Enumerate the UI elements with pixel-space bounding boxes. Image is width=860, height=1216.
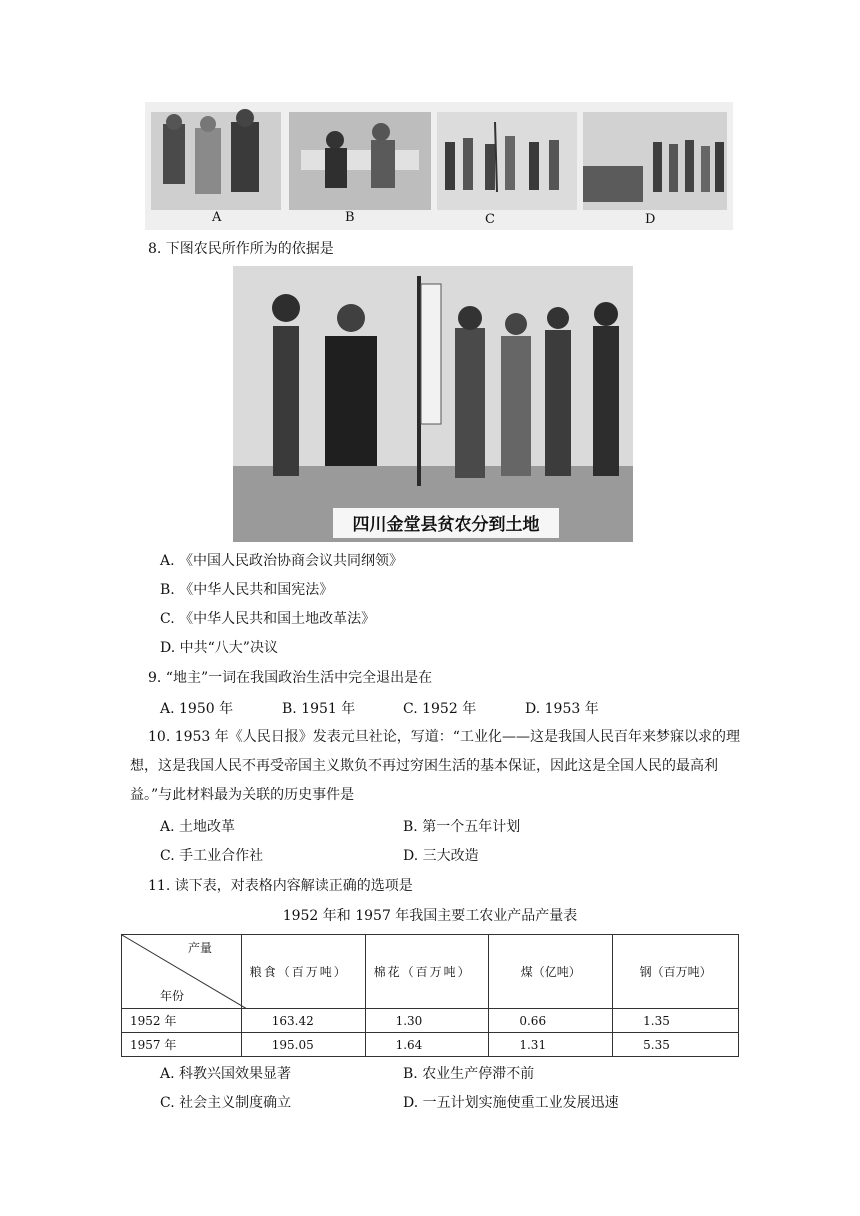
row-year: 1957 年 [122, 1033, 242, 1057]
panel-label-d: D [645, 212, 656, 227]
q11-option-b: B. 农业生产停滞不前 [403, 1066, 535, 1082]
top-photo-strip [145, 102, 733, 230]
header-col-grain: 粮食（百万吨） [241, 935, 365, 1009]
q8-photo [233, 266, 633, 542]
table-row [122, 1009, 739, 1033]
production-table [121, 934, 739, 1057]
q8-photo-caption: 四川金堂县贫农分到土地 [352, 515, 540, 535]
q8-photo-art [233, 266, 633, 542]
q10-option-c: C. 手工业合作社 [160, 848, 264, 864]
cell-grain: 163.42 [241, 1009, 365, 1033]
header-col-steel: 钢（百万吨） [613, 935, 739, 1009]
cell-cotton: 1.64 [365, 1033, 489, 1057]
q10-option-a: A. 土地改革 [160, 819, 236, 835]
q11-option-a: A. 科教兴国效果显著 [160, 1066, 292, 1082]
header-diagonal-cell [122, 935, 242, 1009]
q9-stem: 9. “地主”一词在我国政治生活中完全退出是在 [148, 670, 433, 686]
header-col-coal: 煤（亿吨） [489, 935, 613, 1009]
cell-steel: 5.35 [613, 1033, 739, 1057]
q8-option-b: B. 《中华人民共和国宪法》 [160, 582, 334, 598]
top-photo-strip-art [145, 102, 733, 230]
table-row [122, 1033, 739, 1057]
q9-option-b: B. 1951 年 [282, 701, 356, 717]
header-col-cotton: 棉花（百万吨） [365, 935, 489, 1009]
cell-cotton: 1.30 [365, 1009, 489, 1033]
q8-stem: 8. 下图农民所作所为的依据是 [148, 241, 334, 257]
q11-option-c: C. 社会主义制度确立 [160, 1095, 292, 1111]
panel-label-c: C [485, 212, 495, 227]
q9-option-a: A. 1950 年 [160, 701, 234, 717]
q8-option-a: A. 《中国人民政治协商会议共同纲领》 [160, 553, 404, 569]
q8-option-c: C. 《中华人民共和国土地改革法》 [160, 611, 376, 627]
cell-grain: 195.05 [241, 1033, 365, 1057]
q9-option-d: D. 1953 年 [525, 701, 599, 717]
q11-table-title: 1952 年和 1957 年我国主要工农业产品产量表 [282, 908, 578, 924]
cell-coal: 1.31 [489, 1033, 613, 1057]
header-diagonal-line [122, 935, 247, 1009]
q10-stem: 10. 1953 年《人民日报》发表元旦社论，写道：“工业化——这是我国人民百年来梦寐以求的理想，这是我国人民不再受帝国主义欺负不再过穷困生活的基本保证，因此这是全国人民的最高利益。”与此材料最为关联的历史事件是 [130, 729, 740, 803]
table-header-row [122, 935, 739, 1009]
cell-coal: 0.66 [489, 1009, 613, 1033]
q11-stem: 11. 读下表，对表格内容解读正确的选项是 [148, 878, 413, 894]
cell-steel: 1.35 [613, 1009, 739, 1033]
q8-option-d: D. 中共“八大”决议 [160, 640, 278, 656]
q10-option-d: D. 三大改造 [403, 848, 479, 864]
row-year: 1952 年 [122, 1009, 242, 1033]
q11-option-d: D. 一五计划实施使重工业发展迅速 [403, 1095, 619, 1111]
panel-label-a: A [212, 210, 222, 225]
header-diag-top: 产量 [188, 941, 213, 955]
panel-label-b: B [345, 210, 355, 225]
q10-option-b: B. 第一个五年计划 [403, 819, 521, 835]
q9-option-c: C. 1952 年 [403, 701, 477, 717]
header-diag-bottom: 年份 [160, 989, 185, 1003]
